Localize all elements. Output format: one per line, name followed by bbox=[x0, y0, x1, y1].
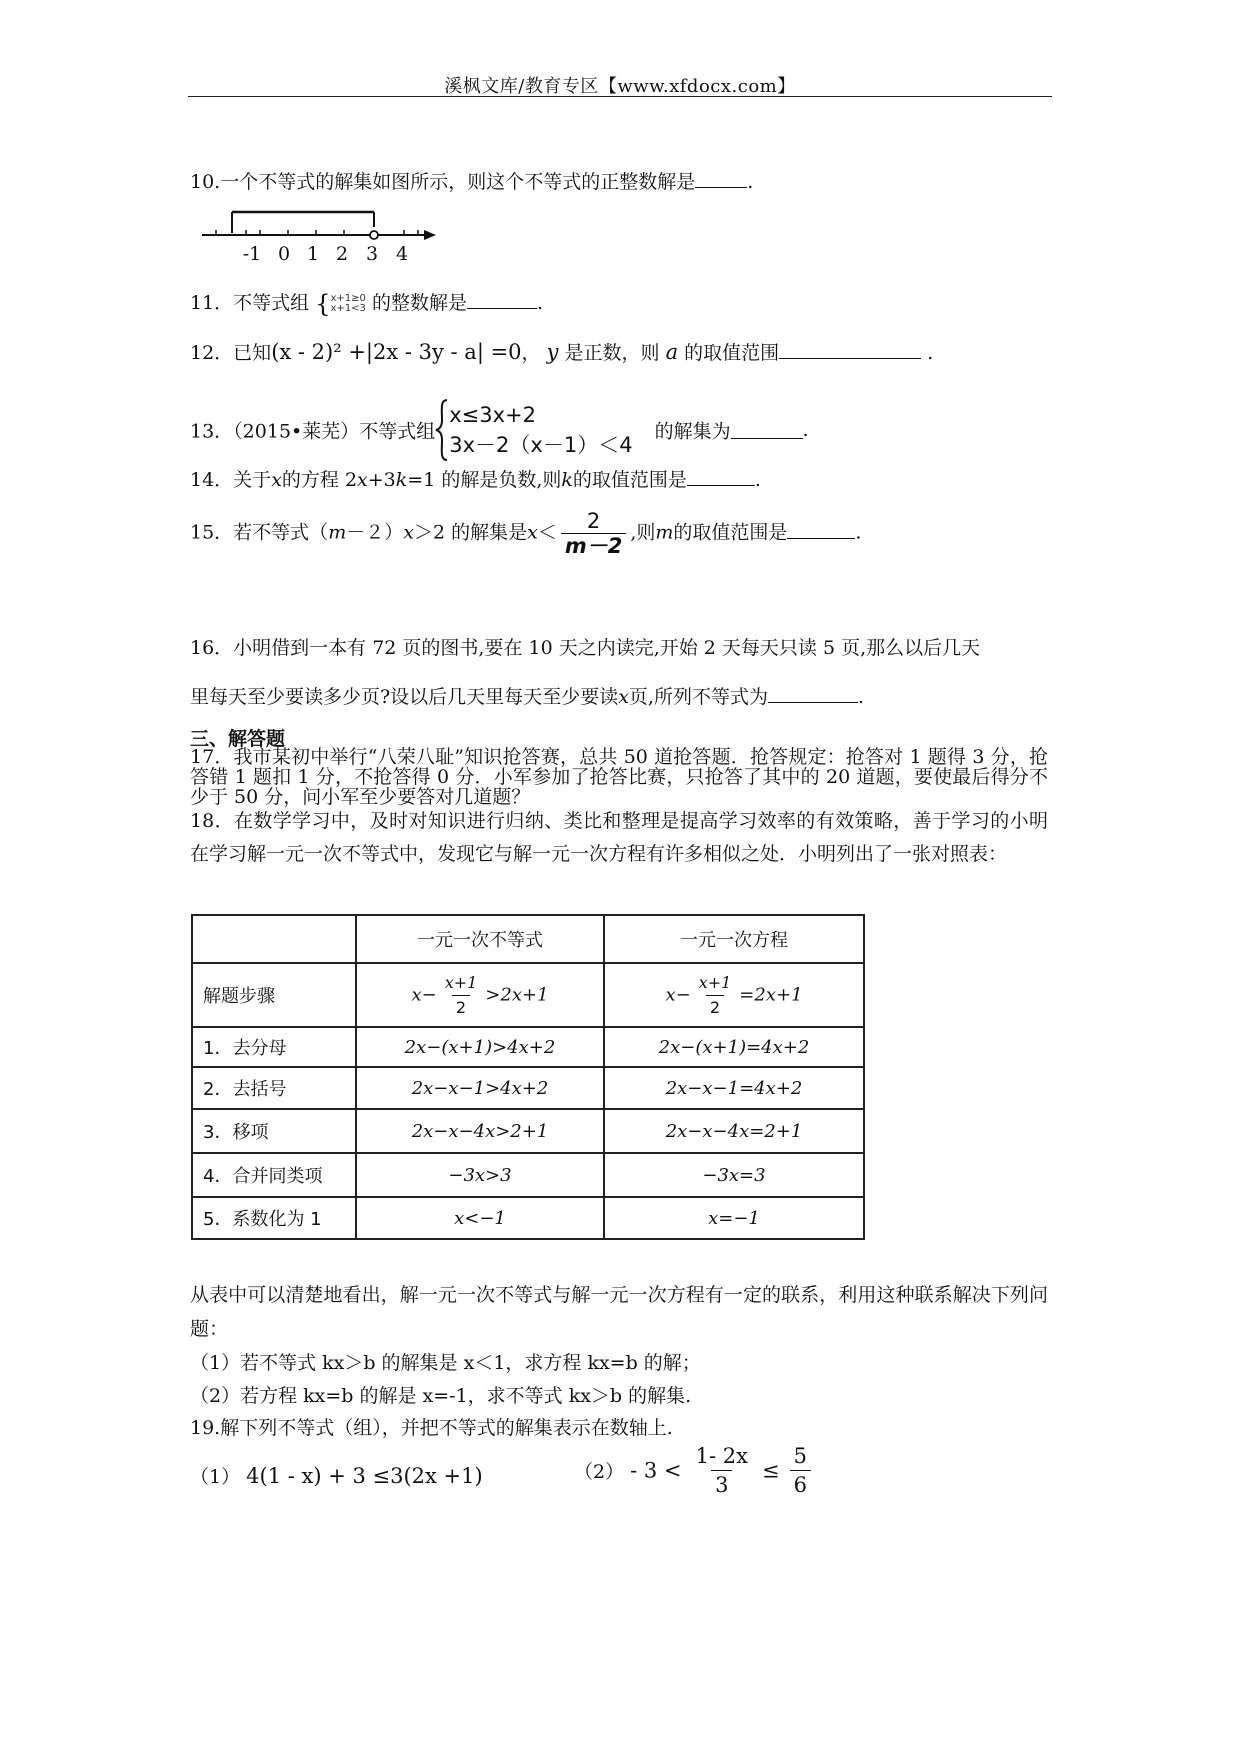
variable-m: m bbox=[328, 521, 347, 544]
left-brace-icon bbox=[435, 398, 449, 462]
answer-blank-16 bbox=[768, 686, 858, 703]
question-11-prefix: 11．不等式组 bbox=[190, 292, 310, 314]
equation-12: (x - 2)² +|2x - 3y - a| =0 bbox=[271, 340, 522, 364]
fraction-denominator: m－2 bbox=[561, 533, 627, 558]
question-19-part-2 bbox=[574, 1442, 815, 1499]
question-13 bbox=[190, 398, 809, 462]
table-row bbox=[192, 1197, 864, 1239]
tick-label: -1 bbox=[242, 243, 262, 265]
question-16-line-1: 16．小明借到一本有 72 页的图书,要在 10 天之内读完,开始 2 天每天只读 5 页,那么以后几天 bbox=[190, 637, 981, 659]
q16-text: 页,所列不等式为 bbox=[628, 686, 768, 708]
variable-a: a bbox=[665, 340, 679, 364]
question-18-part-1: （1）若不等式 kx＞b 的解集是 x＜1，求方程 kx=b 的解； bbox=[190, 1352, 701, 1374]
fraction bbox=[790, 1442, 811, 1499]
question-16-end: . bbox=[857, 686, 865, 708]
table-row bbox=[192, 1153, 864, 1197]
fraction bbox=[695, 971, 736, 1020]
question-18-intro: 18．在数学学习中，及时对知识进行归纳、类比和整理是提高学习效率的有效策略，善于学习的小明在学习解一元一次不等式中，发现它与解一元一次方程有许多相似之处．小明列出了一张对照表： bbox=[190, 810, 1048, 865]
fraction-denominator: 2 bbox=[452, 995, 470, 1020]
q14-text: 14．关于 bbox=[190, 469, 272, 491]
variable-y: y bbox=[546, 340, 559, 364]
variable-m: m bbox=[655, 521, 674, 544]
question-12-prefix: 12．已知 bbox=[190, 342, 272, 364]
fraction-15 bbox=[561, 509, 627, 558]
table-cell-inequality: x<−1 bbox=[356, 1197, 604, 1239]
tick-label: 2 bbox=[335, 243, 349, 265]
question-13-end: . bbox=[802, 419, 809, 441]
question-14-end: . bbox=[754, 469, 761, 491]
math-part: x− bbox=[411, 984, 437, 1005]
tick-label: 4 bbox=[395, 243, 409, 265]
table-cell-equation: 2x−(x+1)=4x+2 bbox=[604, 1027, 864, 1067]
fraction-numerator: x+1 bbox=[698, 972, 732, 992]
system-line: x+1≥0 bbox=[330, 293, 366, 304]
variable-k: k bbox=[561, 469, 573, 491]
question-11-end: . bbox=[536, 292, 544, 314]
question-12-suffix: 的取值范围 bbox=[684, 342, 780, 364]
table-row bbox=[192, 963, 864, 1027]
fraction-numerator: 1- 2x bbox=[695, 1444, 748, 1468]
table-row bbox=[192, 1027, 864, 1067]
inequality-system-13 bbox=[435, 398, 632, 462]
question-19: 19.解下列不等式（组），并把不等式的解集表示在数轴上. bbox=[190, 1417, 673, 1439]
relation-symbol: ≤ bbox=[761, 1458, 780, 1483]
table-cell-equation: x=−1 bbox=[604, 1197, 864, 1239]
answer-blank-11 bbox=[467, 292, 537, 309]
inequality-left: - 3 < bbox=[630, 1458, 682, 1483]
question-18-line-1 bbox=[190, 811, 1048, 871]
q15-text: ＜ bbox=[537, 521, 557, 544]
question-19-part-1 bbox=[190, 1462, 483, 1489]
question-16-line-2 bbox=[190, 682, 864, 709]
question-12 bbox=[190, 338, 933, 365]
q15-text: －２） bbox=[346, 521, 404, 544]
number-line-figure bbox=[198, 205, 448, 267]
question-12-end: . bbox=[927, 342, 934, 364]
q15-text: 15．若不等式（ bbox=[190, 521, 329, 544]
part-label: （2） bbox=[574, 1461, 625, 1483]
question-18-after-table: 从表中可以清楚地看出，解一元一次不等式与解一元一次方程有一定的联系，利用这种联系解决下列问题： bbox=[190, 1284, 1048, 1340]
table-header-cell: 一元一次不等式 bbox=[356, 915, 604, 963]
variable-x: x bbox=[271, 469, 282, 491]
math-part: x− bbox=[665, 984, 691, 1005]
variable-x: x bbox=[527, 521, 538, 544]
fraction-denominator: 6 bbox=[790, 1470, 811, 1499]
tick-label: 0 bbox=[277, 243, 291, 265]
fraction-denominator: 3 bbox=[711, 1470, 732, 1499]
q14-text: =1 的解是负数,则 bbox=[407, 469, 562, 491]
variable-x: x bbox=[403, 521, 414, 544]
comma: ， bbox=[521, 342, 541, 364]
tick-labels bbox=[243, 243, 408, 265]
table-header-row bbox=[192, 915, 864, 963]
fraction bbox=[441, 971, 482, 1020]
q15-text: ,则 bbox=[630, 521, 656, 544]
q15-text: 的取值范围是 bbox=[673, 521, 788, 544]
open-circle-marker bbox=[370, 231, 378, 239]
arrow-right-icon bbox=[424, 230, 436, 240]
q14-text: 的取值范围是 bbox=[572, 469, 687, 491]
inequality-system-11 bbox=[331, 294, 366, 314]
header-divider bbox=[188, 96, 1052, 97]
table-cell-inequality: 2x−(x+1)>4x+2 bbox=[356, 1027, 604, 1067]
table-cell-inequality: 2x−x−4x>2+1 bbox=[356, 1109, 604, 1153]
fraction-numerator: 2 bbox=[586, 509, 601, 533]
q14-text: +3 bbox=[367, 469, 396, 491]
math-part: >2x+1 bbox=[485, 984, 549, 1005]
table-cell-step: 2．去括号 bbox=[192, 1067, 356, 1109]
q14-text: 的方程 2 bbox=[281, 469, 358, 491]
q15-text: ＞2 的解集是 bbox=[413, 521, 528, 544]
fraction-numerator: x+1 bbox=[444, 972, 478, 992]
table-row bbox=[192, 1109, 864, 1153]
fraction-denominator: 2 bbox=[706, 995, 724, 1020]
question-14 bbox=[190, 465, 761, 492]
question-11 bbox=[190, 288, 543, 316]
answer-blank-10 bbox=[695, 171, 747, 188]
answer-blank-14 bbox=[687, 469, 755, 486]
question-18-part-2: （2）若方程 kx=b 的解是 x=-1，求不等式 kx＞b 的解集. bbox=[190, 1385, 692, 1407]
table-cell-step: 1．去分母 bbox=[192, 1027, 356, 1067]
table-header-cell: 一元一次方程 bbox=[604, 915, 864, 963]
table-row bbox=[192, 1067, 864, 1109]
question-15 bbox=[190, 509, 861, 558]
variable-x: x bbox=[357, 469, 368, 491]
comparison-table bbox=[191, 914, 865, 1240]
variable-x: x bbox=[618, 686, 629, 708]
table-header-cell bbox=[192, 915, 356, 963]
question-12-mid: 是正数，则 bbox=[564, 342, 660, 364]
table-cell-inequality: −3x>3 bbox=[356, 1153, 604, 1197]
brace-icon: { bbox=[315, 290, 331, 318]
question-15-end: . bbox=[855, 521, 862, 544]
system-line-1: x≤3x+2 bbox=[449, 403, 537, 427]
question-13-suffix: 的解集为 bbox=[654, 420, 731, 443]
question-17: 17．我市某初中举行“八荣八耻”知识抢答赛，总共 50 道抢答题．抢答规定：抢答对 1 题得 3 分，抢答错 1 题扣 1 分，不抢答得 0 分．小军参加了抢答比赛，只抢答了其中的 20 道题，要使最后得分不少于 50 分，问小军至少要答对几道题？ bbox=[190, 746, 1048, 808]
table-cell-equation: 2x−x−1=4x+2 bbox=[604, 1067, 864, 1109]
page-header: 溪枫文库/教育专区【www.xfdocx.com】 bbox=[444, 76, 796, 97]
table-cell-step: 解题步骤 bbox=[192, 963, 356, 1027]
question-11-suffix: 的整数解是 bbox=[371, 292, 467, 314]
tick-label: 1 bbox=[306, 243, 320, 265]
tick-label: 3 bbox=[365, 243, 379, 265]
answer-blank-15 bbox=[787, 522, 855, 539]
system-line: x+1<3 bbox=[330, 303, 366, 314]
variable-k: k bbox=[395, 469, 408, 491]
table-cell-equation bbox=[604, 963, 864, 1027]
question-13-prefix: 13．（2015•莱芜）不等式组 bbox=[190, 420, 436, 443]
table-cell-step: 3．移项 bbox=[192, 1109, 356, 1153]
question-10 bbox=[190, 167, 753, 194]
table-cell-equation: 2x−x−4x=2+1 bbox=[604, 1109, 864, 1153]
table-cell-inequality bbox=[356, 963, 604, 1027]
table-cell-inequality: 2x−x−1>4x+2 bbox=[356, 1067, 604, 1109]
answer-blank-12 bbox=[779, 342, 921, 359]
fraction-numerator: 5 bbox=[793, 1444, 808, 1468]
inequality-19-1: 4(1 - x) + 3 ≤3(2x +1) bbox=[246, 1464, 483, 1488]
math-part: =2x+1 bbox=[739, 984, 803, 1005]
part-label: （1） bbox=[190, 1466, 241, 1488]
table-cell-step: 4．合并同类项 bbox=[192, 1153, 356, 1197]
table-cell-equation: −3x=3 bbox=[604, 1153, 864, 1197]
fraction bbox=[692, 1442, 752, 1499]
system-line-2: 3x－2（x－1）＜4 bbox=[449, 433, 633, 457]
question-10-text: 10.一个不等式的解集如图所示，则这个不等式的正整数解是 bbox=[190, 171, 696, 193]
q16-text: 里每天至少要读多少页?设以后几天里每天至少要读 bbox=[190, 686, 619, 708]
answer-blank-13 bbox=[731, 422, 803, 439]
table-cell-step: 5．系数化为 1 bbox=[192, 1197, 356, 1239]
section-heading: 三、解答题 bbox=[190, 728, 286, 750]
question-10-end: . bbox=[747, 171, 754, 193]
